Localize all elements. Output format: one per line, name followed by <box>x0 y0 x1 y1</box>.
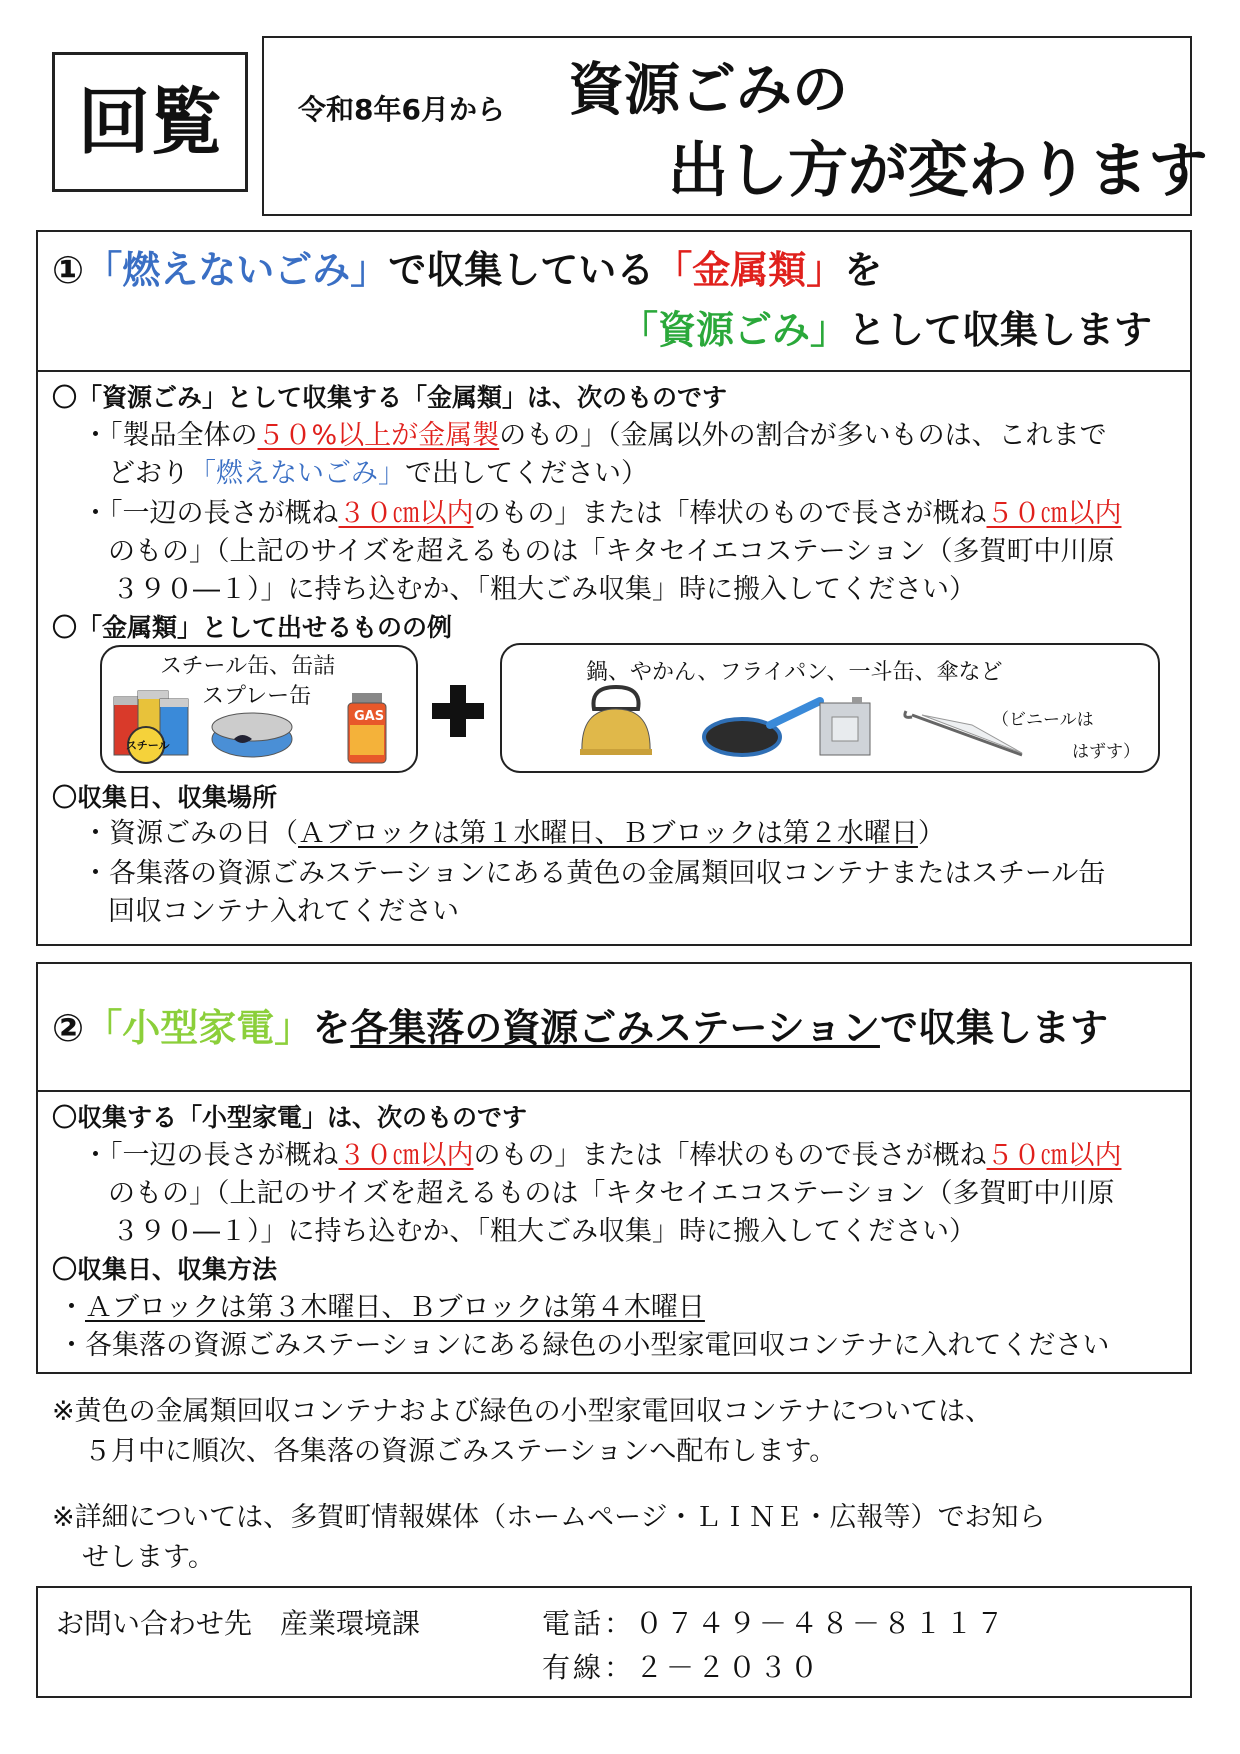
text: で出してください） <box>405 458 648 489</box>
moenai-gomi: 「燃えないごみ」 <box>189 458 405 489</box>
heading-shigen: 「資源ごみ」 <box>620 308 849 352</box>
s1-bullet1-line2 <box>108 456 648 492</box>
title-line1: 資源ごみの <box>568 58 848 123</box>
s2-sub1: 〇収集する「小型家電」は、次のものです <box>52 1103 528 1132</box>
s2-size-50cm: ５０㎝以内 <box>986 1140 1122 1171</box>
section1-divider <box>38 370 1190 372</box>
fifty-percent: ５０%以上が金属製 <box>257 420 500 451</box>
s2-size-30cm: ３０㎝以内 <box>338 1140 474 1171</box>
s1-sub3: 〇収集日、収集場所 <box>52 783 278 812</box>
heading-station: 各集落の資源ごみステーション <box>350 1006 880 1050</box>
contact-label: お問い合わせ先 産業環境課 <box>56 1607 421 1640</box>
note2-line1: ※詳細については、多賀町情報媒体（ホームページ・ＬＩＮＥ・広報等）でお知ら <box>52 1502 1046 1533</box>
text: どおり <box>108 458 189 489</box>
text: ・「製品全体の <box>82 420 258 451</box>
text: ・資源ごみの日（ <box>82 818 298 849</box>
items-label: 鍋、やかん、フライパン、一斗缶、傘など <box>586 660 1003 685</box>
heading-text: を <box>312 1006 351 1050</box>
section1-number: ① <box>52 248 85 292</box>
size-30cm: ３０㎝以内 <box>338 498 474 529</box>
s2-collect2: ・各集落の資源ごみステーションにある緑色の小型家電回収コンテナに入れてください <box>58 1330 1110 1361</box>
vinyl-note2: はずす） <box>1072 742 1140 762</box>
s2-bullet1-line3: ３９０―１）」に持ち込むか、「粗大ごみ収集」時に搬入してください） <box>112 1216 976 1247</box>
section2-divider <box>38 1090 1190 1092</box>
text: のもの」（金属以外の割合が多いものは、これまで <box>499 420 1107 451</box>
vinyl-note1: （ビニールは <box>992 710 1094 730</box>
text: ・ <box>58 1292 85 1323</box>
s1-bullet2-line1 <box>82 496 1122 532</box>
s1-collection-days: Ａブロックは第１水曜日、Ｂブロックは第２水曜日 <box>298 818 918 849</box>
example-cans-box <box>100 645 418 773</box>
heading-kinzoku: 「金属類」 <box>654 248 845 292</box>
s2-sub2: 〇収集日、収集方法 <box>52 1255 278 1284</box>
kairan-label: 回覧 <box>77 80 222 164</box>
cans-label: スチール缶、缶詰 <box>160 654 336 679</box>
text: のもの」または「棒状のもので長さが概ね <box>473 1140 987 1171</box>
text: ） <box>917 818 945 849</box>
s1-collect2-line2: 回収コンテナ入れてください <box>108 896 459 927</box>
s2-collect1 <box>58 1290 705 1326</box>
heading-text: で収集します <box>879 1006 1108 1050</box>
date-prefix: 令和8年6月から <box>298 93 505 126</box>
size-50cm: ５０㎝以内 <box>986 498 1122 529</box>
s2-bullet1-line2: のもの」（上記のサイズを超えるものは「キタセイエコステーション（多賀町中川原 <box>108 1178 1115 1209</box>
s1-sub2: 〇「金属類」として出せるものの例 <box>52 613 453 642</box>
heading-text: を <box>844 248 883 292</box>
s1-bullet2-line2: のもの」（上記のサイズを超えるものは「キタセイエコステーション（多賀町中川原 <box>108 536 1115 567</box>
steel-badge: スチール <box>126 739 170 752</box>
s1-collect2-line1: ・各集落の資源ごみステーションにある黄色の金属類回収コンテナまたはスチール缶 <box>82 858 1106 889</box>
s1-bullet1-line1 <box>82 418 1107 454</box>
s2-collection-days: Ａブロックは第３木曜日、Ｂブロックは第４木曜日 <box>85 1292 705 1323</box>
text: ・「一辺の長さが概ね <box>82 1140 339 1171</box>
title-box <box>262 36 1208 216</box>
section1-heading-line2 <box>620 302 1152 358</box>
s1-collect1 <box>82 816 945 852</box>
note2-line2: せします。 <box>82 1542 215 1573</box>
s2-bullet1-line1 <box>82 1138 1122 1174</box>
s1-sub1: 〇「資源ごみ」として収集する「金属類」は、次のものです <box>52 383 728 412</box>
note1-line1: ※黄色の金属類回収コンテナおよび緑色の小型家電回収コンテナについては、 <box>52 1396 993 1427</box>
contact-wire: 有線：２－２０３０ <box>542 1651 822 1684</box>
heading-text: として収集します <box>848 308 1153 352</box>
heading-moenai: 「燃えないごみ」 <box>84 248 389 292</box>
contact-box <box>36 1586 1192 1698</box>
section2-number: ② <box>52 1006 85 1050</box>
example-items-box <box>500 643 1160 773</box>
heading-kogata: 「小型家電」 <box>84 1006 313 1050</box>
kairan-box <box>52 52 248 192</box>
section2-heading <box>52 1000 1108 1056</box>
section1-heading-line1 <box>52 242 882 298</box>
contact-tel: 電話：０７４９－４８－８１１７ <box>542 1607 1008 1640</box>
note1-line2: ５月中に順次、各集落の資源ごみステーションへ配布します。 <box>84 1436 837 1467</box>
plus-icon <box>432 685 484 737</box>
title-line2: 出し方が変わります <box>668 136 1208 206</box>
text: ・「一辺の長さが概ね <box>82 498 339 529</box>
s1-bullet2-line3: ３９０―１）」に持ち込むか、「粗大ごみ収集」時に搬入してください） <box>112 574 976 605</box>
text: のもの」または「棒状のもので長さが概ね <box>473 498 987 529</box>
spray-label: スプレー缶 <box>202 684 312 709</box>
heading-text: で収集している <box>388 248 655 292</box>
gas-label: GAS <box>354 709 385 724</box>
